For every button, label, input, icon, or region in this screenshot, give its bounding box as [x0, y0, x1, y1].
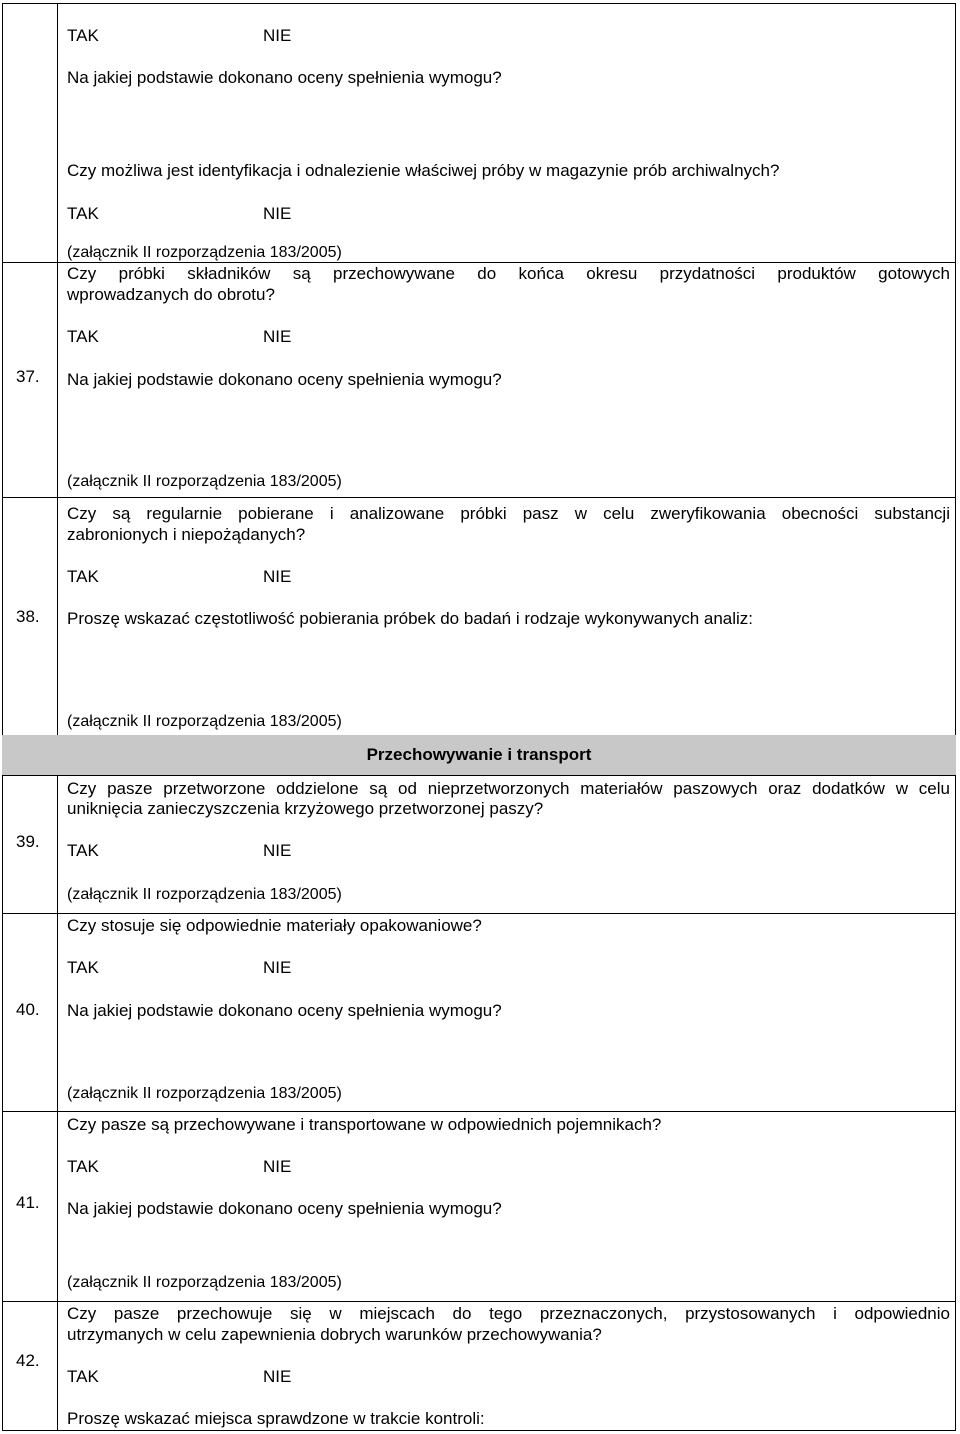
question-text-continued: utrzymanych w celu zapewnienia dobrych warunków przechowywania?: [67, 1325, 602, 1344]
nie-option[interactable]: NIE: [263, 841, 292, 860]
row-divider: [2, 1301, 956, 1302]
regulation-note: (załącznik II rozporządzenia 183/2005): [67, 1274, 342, 1291]
number-column-divider: [57, 3, 58, 735]
tak-option[interactable]: TAK: [67, 204, 99, 223]
tak-option[interactable]: TAK: [67, 1157, 99, 1176]
tak-option[interactable]: TAK: [67, 841, 99, 860]
table-left-border: [2, 3, 3, 1431]
regulation-note: (załącznik II rozporządzenia 183/2005): [67, 886, 342, 903]
row-number: 37.: [16, 367, 40, 386]
question-text-continued: uniknięcia zanieczyszczenia krzyżowego przetworzonej paszy?: [67, 799, 544, 818]
question-text: Czy stosuje się odpowiednie materiały opakowaniowe?: [67, 916, 482, 935]
basis-question: Na jakiej podstawie dokonano oceny spełnienia wymogu?: [67, 1001, 502, 1020]
question-text: Czy pasze przetworzone oddzielone są od nieprzetworzonych materiałów paszowych oraz dodatków w celu: [67, 779, 950, 798]
bottom-border: [2, 1430, 956, 1431]
nie-option[interactable]: NIE: [263, 327, 292, 346]
tak-option[interactable]: TAK: [67, 567, 99, 586]
nie-option[interactable]: NIE: [263, 567, 292, 586]
regulation-note: (załącznik II rozporządzenia 183/2005): [67, 244, 342, 261]
tak-option[interactable]: TAK: [67, 26, 99, 45]
question-text: Czy pasze są przechowywane i transportowane w odpowiednich pojemnikach?: [67, 1115, 662, 1134]
nie-option[interactable]: NIE: [263, 204, 292, 223]
tak-option[interactable]: TAK: [67, 958, 99, 977]
question-text: Czy próbki składników są przechowywane do końca okresu przydatności produktów gotowych: [67, 264, 950, 283]
row-divider: [2, 775, 956, 776]
section-header: Przechowywanie i transport: [366, 745, 592, 764]
tak-option[interactable]: TAK: [67, 1367, 99, 1386]
locations-question: Proszę wskazać miejsca sprawdzone w trakcie kontroli:: [67, 1409, 485, 1428]
regulation-note: (załącznik II rozporządzenia 183/2005): [67, 713, 342, 730]
top-border: [2, 3, 956, 4]
row-number: 41.: [16, 1193, 40, 1212]
regulation-note: (załącznik II rozporządzenia 183/2005): [67, 473, 342, 490]
question-text: Czy możliwa jest identyfikacja i odnalezienie właściwej próby w magazynie prób archiwalnych?: [67, 161, 780, 180]
basis-question: Na jakiej podstawie dokonano oceny spełnienia wymogu?: [67, 68, 502, 87]
row-number: 39.: [16, 832, 40, 851]
nie-option[interactable]: NIE: [263, 958, 292, 977]
question-text: Czy są regularnie pobierane i analizowane próbki pasz w celu zweryfikowania obecności substancji: [67, 504, 950, 523]
frequency-question: Proszę wskazać częstotliwość pobierania próbek do badań i rodzaje wykonywanych analiz:: [67, 609, 754, 628]
question-text-continued: wprowadzanych do obrotu?: [67, 285, 275, 304]
nie-option[interactable]: NIE: [263, 1367, 292, 1386]
nie-option[interactable]: NIE: [263, 26, 292, 45]
row-divider: [2, 913, 956, 914]
question-text-continued: zabronionych i niepożądanych?: [67, 525, 306, 544]
question-text: Czy pasze przechowuje się w miejscach do tego przeznaczonych, przystosowanych i odpowiednio: [67, 1304, 950, 1323]
table-right-border: [955, 3, 956, 1431]
regulation-note: (załącznik II rozporządzenia 183/2005): [67, 1085, 342, 1102]
row-divider: [2, 1111, 956, 1112]
row-number: 42.: [16, 1351, 40, 1370]
number-column-divider: [57, 775, 58, 1431]
nie-option[interactable]: NIE: [263, 1157, 292, 1176]
row-number: 40.: [16, 1000, 40, 1019]
row-number: 38.: [16, 607, 40, 626]
basis-question: Na jakiej podstawie dokonano oceny spełnienia wymogu?: [67, 1199, 502, 1218]
tak-option[interactable]: TAK: [67, 327, 99, 346]
basis-question: Na jakiej podstawie dokonano oceny spełnienia wymogu?: [67, 370, 502, 389]
row-divider: [2, 497, 956, 498]
